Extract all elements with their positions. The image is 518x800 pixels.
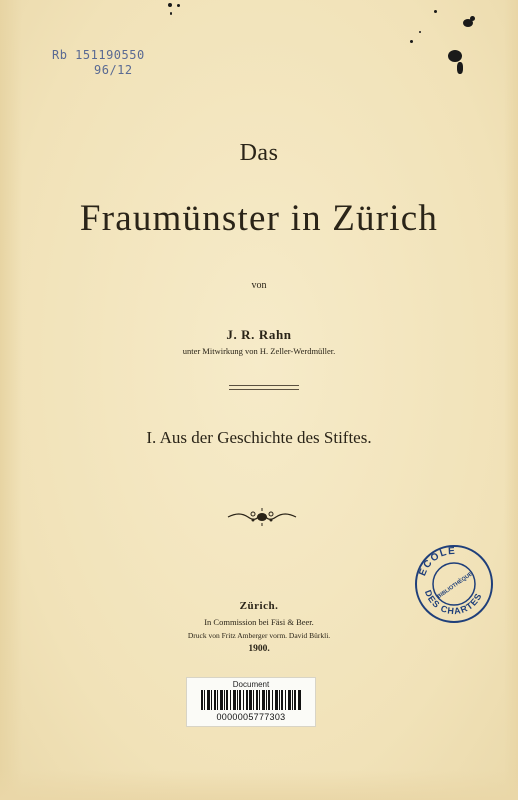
ink-speck	[434, 10, 437, 13]
imprint-city: Zürich.	[239, 600, 279, 612]
page-shadow-bottom	[0, 770, 518, 800]
shelfmark-line-1: Rb 151190550	[52, 48, 145, 62]
imprint-year: 1900.	[248, 644, 270, 654]
barcode-label	[186, 677, 316, 727]
ink-speck	[419, 31, 421, 33]
imprint-commission: In Commission bei Fäsi & Beer.	[204, 617, 314, 627]
barcode-number: 0000005777303	[216, 712, 286, 722]
ink-speck	[170, 12, 172, 15]
collaborator-line: unter Mitwirkung von H. Zeller-Werdmüller.	[182, 346, 336, 356]
author-name: J. R. Rahn	[226, 327, 292, 342]
ink-speck	[177, 4, 180, 7]
by-label: von	[251, 280, 267, 291]
shelfmark-line-2: 96/12	[94, 63, 133, 77]
title-article: Das	[239, 140, 279, 166]
page-shadow-left	[0, 0, 22, 800]
imprint-printer: Druck von Fritz Amberger vorm. David Bürkli.	[187, 631, 331, 640]
svg-text:DES CHARTES: DES CHARTES	[422, 588, 484, 617]
ink-speck	[448, 50, 462, 62]
ink-speck	[410, 40, 413, 43]
double-rule-divider	[229, 385, 299, 390]
subtitle: I. Aus der Geschichte des Stiftes.	[146, 428, 372, 447]
ink-speck	[470, 16, 475, 21]
ink-speck	[457, 62, 463, 74]
page-shadow-right	[504, 0, 518, 800]
handwritten-shelfmark	[52, 48, 145, 78]
barcode-caption: Document	[232, 680, 270, 689]
svg-text:ECOLE: ECOLE	[417, 545, 457, 578]
page-title: Fraumünster in Zürich	[79, 198, 439, 239]
ornament-divider	[226, 508, 298, 526]
library-stamp	[414, 544, 494, 624]
svg-text:BIBLIOTHÈQUE: BIBLIOTHÈQUE	[436, 571, 474, 601]
barcode-icon	[201, 690, 301, 710]
ink-speck	[168, 3, 172, 7]
